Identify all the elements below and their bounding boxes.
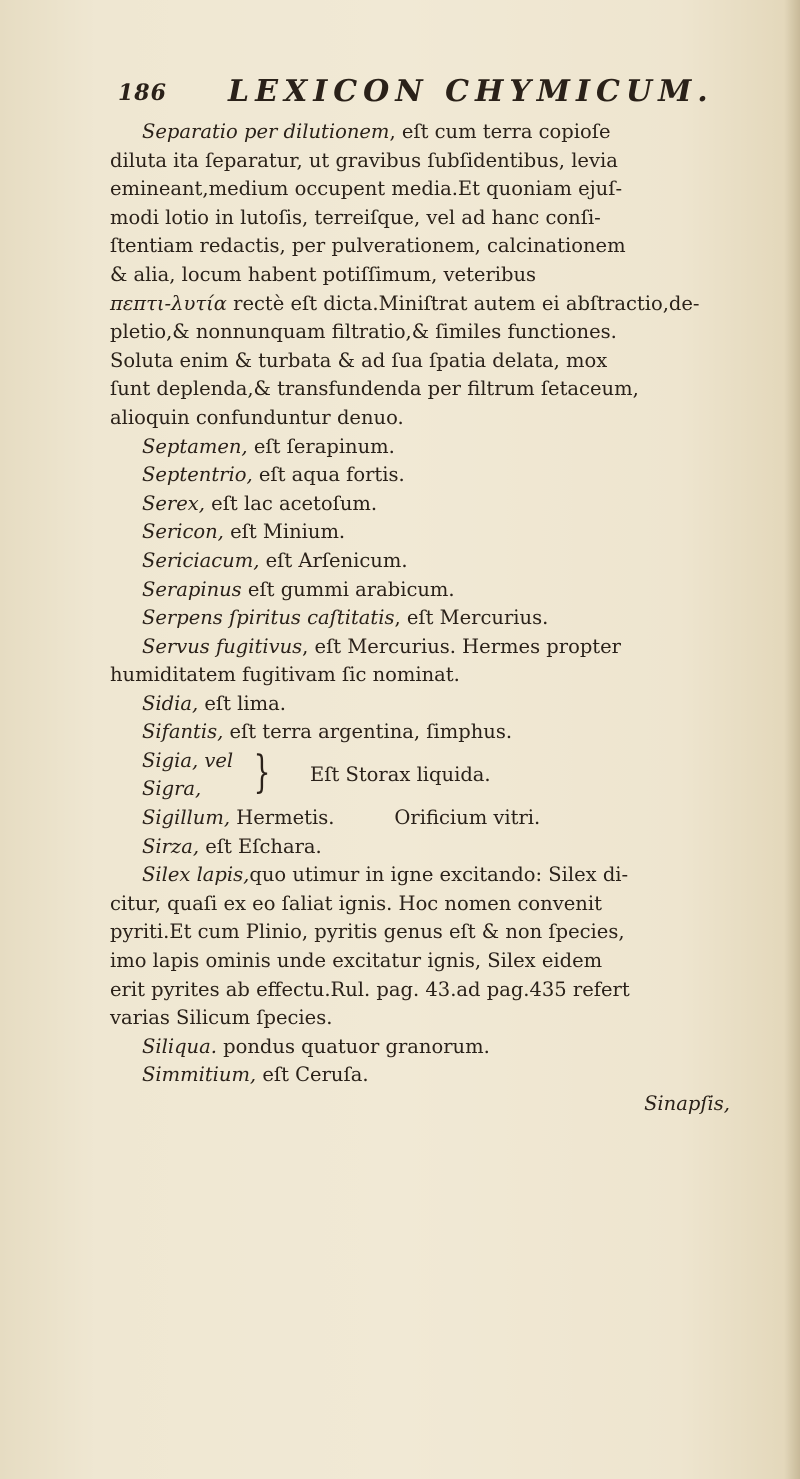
entry-definition: quo utimur in igne excitando: Silex di- xyxy=(249,863,629,887)
dictionary-entry xyxy=(110,604,770,633)
dictionary-entry xyxy=(110,633,770,662)
text-line: emineant,medium occupent media.Et quoniam ejuſ- xyxy=(110,177,623,201)
dictionary-entry xyxy=(110,804,770,833)
text-line: imo lapis ominis unde excitatur ignis, Silex eidem xyxy=(110,949,603,973)
dictionary-entry xyxy=(110,547,770,576)
dictionary-entry xyxy=(110,518,770,547)
text-line xyxy=(110,118,770,147)
page-number: 186 xyxy=(118,80,167,106)
entry-term: Separatio per dilutionem xyxy=(142,120,390,143)
greek-word: πεπτι-λυτία xyxy=(110,291,227,315)
entry-term: Serex, xyxy=(142,491,205,515)
dictionary-entry xyxy=(110,833,770,862)
dictionary-entry xyxy=(110,718,770,747)
page-edge-shadow xyxy=(784,0,800,1479)
entry-term: Sericon, xyxy=(142,520,224,544)
entry-term: Serpens ſpiritus caſtitatis xyxy=(142,606,395,630)
text-line: alioquin confunduntur denuo. xyxy=(110,405,404,429)
brace-glyph: } xyxy=(253,747,271,799)
dictionary-entry xyxy=(110,433,770,462)
text-line: varias Silicum ſpecies. xyxy=(110,1006,333,1030)
entry-term: Sifantis, xyxy=(142,720,224,744)
entry-term: Sidia, xyxy=(142,691,199,715)
dictionary-entry xyxy=(110,461,770,490)
text-line: ſtentiam redactis, per pulverationem, calcinationem xyxy=(110,234,626,258)
body-text xyxy=(110,118,770,1119)
entry-term: Septamen, xyxy=(142,434,248,458)
entry-definition: eſt terra argentina, ſimphus. xyxy=(223,720,513,744)
entry-text: rectè eſt dicta.Miniſtrat autem ei abſtractio,de- xyxy=(226,291,700,315)
dictionary-entry xyxy=(110,490,770,519)
entry-definition: , eſt Mercurius. xyxy=(394,606,549,630)
entry-definition: eſt lac acetoſum. xyxy=(204,491,378,515)
text-line: modi lotio in lutoſis, terreiſque, vel ad hanc conſi- xyxy=(110,205,601,229)
dictionary-entry xyxy=(110,861,770,890)
entry-term: Serapinus xyxy=(142,577,242,601)
entry-text: , eſt cum terra copioſe xyxy=(389,120,611,143)
text-line: erit pyrites ab effectu.Rul. pag. 43.ad pag.435 refert xyxy=(110,977,630,1001)
entry-term: Silex lapis, xyxy=(142,863,250,887)
text-line: diluta ita ſeparatur, ut gravibus ſubſidentibus, levia xyxy=(110,148,618,172)
catchword: Sinapſis, xyxy=(644,1092,730,1115)
entry-term: Servus fugitivus xyxy=(142,634,303,658)
text-line: ſunt deplenda,& transfundenda per filtrum ſetaceum, xyxy=(110,377,639,401)
text-line: pletio,& nonnunquam filtratio,& ſimiles functiones. xyxy=(110,320,617,344)
text-line: Soluta enim & turbata & ad ſua ſpatia delata, mox xyxy=(110,348,608,372)
entry-term: Sirza, xyxy=(142,834,200,858)
dictionary-entry xyxy=(110,690,770,719)
entry-definition: eſt Eſchara. xyxy=(199,834,322,858)
text-line: & alia, locum habent potiſſimum, veteribus xyxy=(110,262,537,286)
entry-term: Sigra, xyxy=(142,777,202,801)
entry-definition: pondus quatuor granorum. xyxy=(216,1034,490,1058)
entry-definition: eſt ſerapinum. xyxy=(247,434,395,458)
entry-term: Septentrio, xyxy=(142,463,253,487)
text-line: citur, quaſi ex eo ſaliat ignis. Hoc nomen convenit xyxy=(110,891,602,915)
entry-definition: eſt Ceruſa. xyxy=(256,1063,369,1087)
entry-definition: Hermetis. xyxy=(230,806,335,830)
entry-definition: eſt gummi arabicum. xyxy=(241,577,455,601)
entry-gloss: Orificium vitri. xyxy=(394,806,541,830)
entry-definition: eſt aqua fortis. xyxy=(252,463,405,487)
entry-definition: eſt lima. xyxy=(198,691,286,715)
entry-definition: eſt Minium. xyxy=(223,520,346,544)
text-line: humiditatem fugitivam ſic nominat. xyxy=(110,663,460,687)
entry-definition: eſt Arſenicum. xyxy=(259,548,408,572)
entry-definition: Eſt Storax liquida. xyxy=(310,763,491,787)
dictionary-entry xyxy=(110,1061,770,1090)
entry-term: Siliqua. xyxy=(142,1034,217,1058)
entry-term: Sigillum, xyxy=(142,806,231,830)
text-line xyxy=(110,290,770,319)
dictionary-entry xyxy=(110,576,770,605)
entry-term: Sericiacum, xyxy=(142,548,260,572)
entry-term: Simmitium, xyxy=(142,1063,257,1087)
dictionary-entry xyxy=(110,1033,770,1062)
text-line: pyriti.Et cum Plinio, pyritis genus eſt & non ſpecies, xyxy=(110,920,625,944)
page-header xyxy=(118,74,718,114)
brace-entry xyxy=(110,747,770,804)
running-title: LEXICON CHYMICUM. xyxy=(228,74,714,109)
entry-definition: , eſt Mercurius. Hermes propter xyxy=(302,634,622,658)
entry-term: Sigia, vel xyxy=(142,749,234,773)
